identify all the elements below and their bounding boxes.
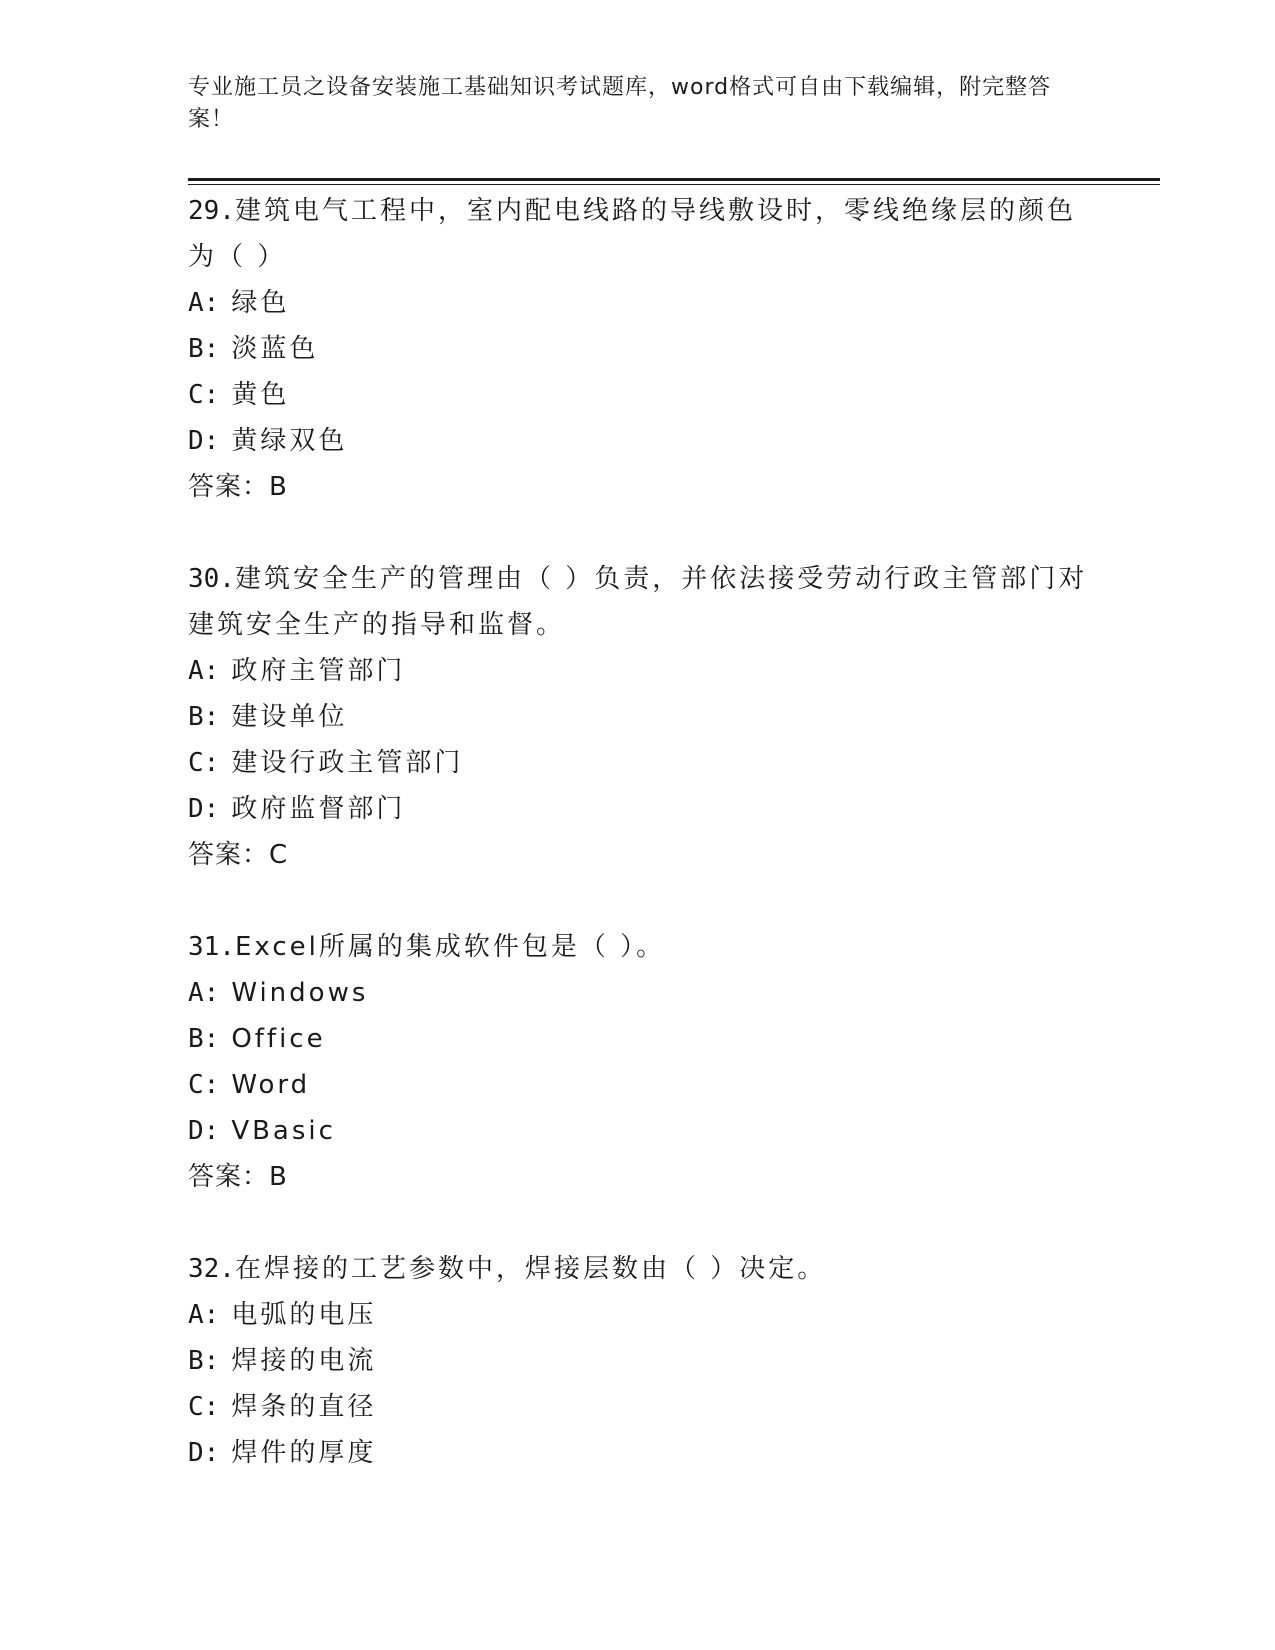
option-a [188, 1292, 1088, 1338]
option-text: Word [231, 1070, 311, 1100]
option-key: A: [188, 288, 220, 318]
question-29 [188, 188, 1088, 510]
option-key: C: [188, 748, 220, 778]
question-number: 29. [188, 196, 235, 226]
question-text: 建筑安全生产的管理由（ ）负责，并依法接受劳动行政主管部门对建筑安全生产的指导和监督。 [188, 564, 1088, 640]
option-key: C: [188, 380, 220, 410]
question-text: 建筑电气工程中，室内配电线路的导线敷设时，零线绝缘层的颜色为（ ） [188, 196, 1076, 272]
option-d [188, 1430, 1088, 1476]
option-text: 黄绿双色 [231, 426, 348, 456]
question-number: 32. [188, 1254, 235, 1284]
header-rule-thin [188, 184, 1160, 185]
option-b [188, 1016, 1088, 1062]
question-stem [188, 188, 1088, 280]
question-text: 在焊接的工艺参数中，焊接层数由（ ）决定。 [234, 1254, 827, 1284]
option-key: B: [188, 1346, 220, 1376]
option-b [188, 326, 1088, 372]
option-text: 焊条的直径 [231, 1392, 377, 1422]
option-c [188, 1062, 1088, 1108]
question-stem [188, 924, 1088, 970]
question-text: Excel所属的集成软件包是（ ）。 [234, 932, 666, 962]
option-text: 电弧的电压 [231, 1300, 377, 1330]
question-31 [188, 924, 1088, 1200]
option-key: A: [188, 656, 220, 686]
question-30 [188, 556, 1088, 878]
option-text: 政府主管部门 [231, 656, 406, 686]
option-key: D: [188, 426, 220, 456]
option-c [188, 740, 1088, 786]
option-c [188, 372, 1088, 418]
option-key: A: [188, 1300, 220, 1330]
option-text: 黄色 [231, 380, 290, 410]
document-header: 专业施工员之设备安装施工基础知识考试题库，word格式可自由下载编辑，附完整答案！ [188, 75, 1052, 132]
option-d [188, 418, 1088, 464]
question-number: 30. [188, 564, 235, 594]
option-text: 建设行政主管部门 [231, 748, 464, 778]
option-key: D: [188, 1438, 220, 1468]
question-stem [188, 1246, 1088, 1292]
option-text: 淡蓝色 [231, 334, 319, 364]
option-b [188, 1338, 1088, 1384]
option-c [188, 1384, 1088, 1430]
option-text: Windows [231, 978, 369, 1008]
answer-line: 答案：B [188, 472, 288, 502]
option-text: 绿色 [231, 288, 290, 318]
option-a [188, 970, 1088, 1016]
option-key: B: [188, 702, 220, 732]
question-number: 31. [188, 932, 235, 962]
question-list [188, 188, 1088, 1522]
option-key: C: [188, 1070, 220, 1100]
question-stem [188, 556, 1088, 648]
option-text: Office [231, 1024, 326, 1054]
header-rule-thick [188, 178, 1160, 181]
option-key: D: [188, 1116, 220, 1146]
option-text: 建设单位 [231, 702, 348, 732]
option-key: B: [188, 334, 220, 364]
option-text: 焊接的电流 [231, 1346, 377, 1376]
option-text: 政府监督部门 [231, 794, 406, 824]
option-key: B: [188, 1024, 220, 1054]
option-a [188, 648, 1088, 694]
option-key: A: [188, 978, 220, 1008]
option-text: 焊件的厚度 [231, 1438, 377, 1468]
option-key: C: [188, 1392, 220, 1422]
question-32 [188, 1246, 1088, 1476]
option-text: VBasic [231, 1116, 336, 1146]
option-b [188, 694, 1088, 740]
answer-line: 答案：C [188, 840, 289, 870]
option-a [188, 280, 1088, 326]
option-d [188, 1108, 1088, 1154]
option-key: D: [188, 794, 220, 824]
option-d [188, 786, 1088, 832]
answer-line: 答案：B [188, 1162, 288, 1192]
